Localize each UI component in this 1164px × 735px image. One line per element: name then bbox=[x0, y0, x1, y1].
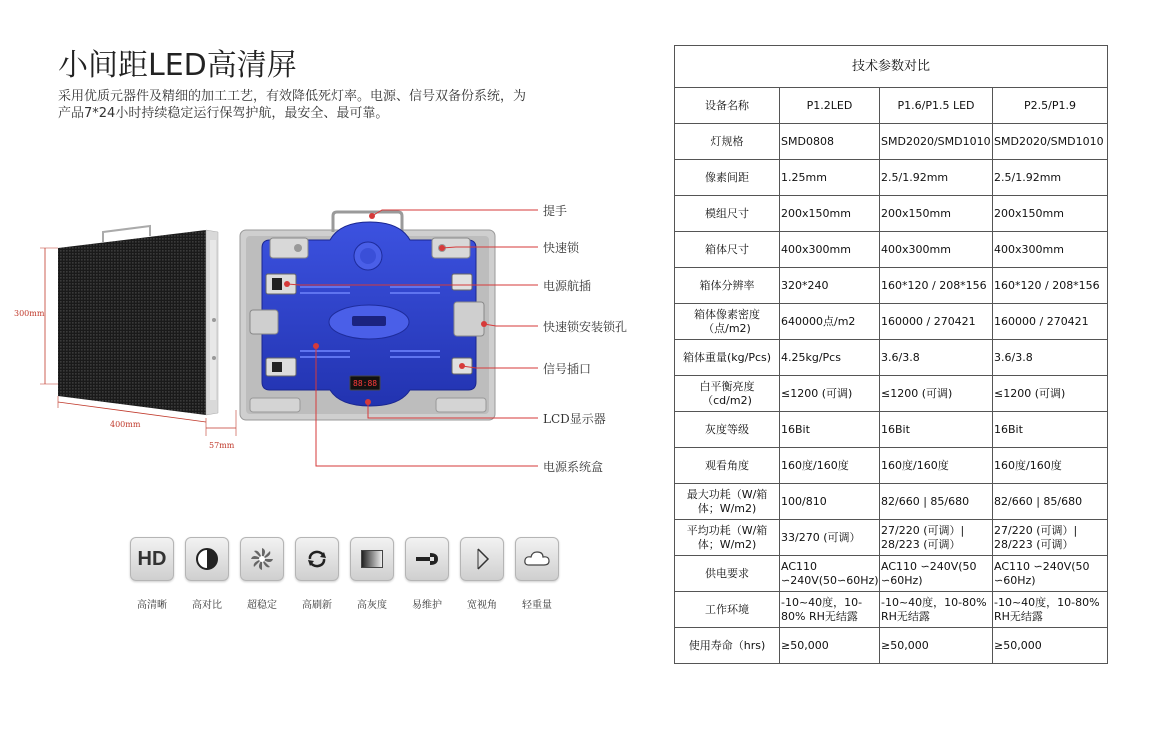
row-label-cell: 像素间距 bbox=[675, 160, 780, 196]
value-cell: ≤1200 (可调) bbox=[993, 376, 1108, 412]
value-cell: 2.5/1.92mm bbox=[880, 160, 993, 196]
table-row bbox=[675, 484, 1108, 520]
row-label-cell: 平均功耗（W/箱体；W/m2) bbox=[675, 520, 780, 556]
value-cell: ≤1200 (可调) bbox=[780, 376, 880, 412]
front-panel bbox=[58, 230, 206, 415]
feature-lightweight: 轻重量 bbox=[513, 537, 561, 611]
feature-stable: 超稳定 bbox=[238, 537, 286, 611]
value-cell: ≥50,000 bbox=[880, 628, 993, 664]
value-cell: 200x150mm bbox=[993, 196, 1108, 232]
callout-power-connector: 电源航插 bbox=[543, 279, 592, 293]
value-cell: 160000 / 270421 bbox=[880, 304, 993, 340]
value-cell: 33/270 (可调） bbox=[780, 520, 880, 556]
contrast-icon bbox=[185, 537, 229, 581]
table-row bbox=[675, 340, 1108, 376]
callout-power-box: 电源系统盒 bbox=[543, 460, 604, 474]
feature-maintenance: 易维护 bbox=[403, 537, 451, 611]
page-title: 小间距LED高清屏 bbox=[58, 48, 297, 83]
value-cell: SMD0808 bbox=[780, 124, 880, 160]
wrench-icon bbox=[405, 537, 449, 581]
header-cell: 设备名称 bbox=[675, 88, 780, 124]
table-row bbox=[675, 124, 1108, 160]
value-cell: 160度/160度 bbox=[880, 448, 993, 484]
value-cell: 4.25kg/Pcs bbox=[780, 340, 880, 376]
value-cell: 16Bit bbox=[780, 412, 880, 448]
callout-handle: 提手 bbox=[543, 204, 568, 218]
table-row bbox=[675, 520, 1108, 556]
lcd-readout: 88:88 bbox=[353, 379, 378, 388]
value-cell: 27/220 (可调）| 28/223 (可调） bbox=[880, 520, 993, 556]
value-cell: 27/220 (可调）| 28/223 (可调） bbox=[993, 520, 1108, 556]
callout-signal-port: 信号插口 bbox=[543, 362, 592, 376]
value-cell: ≥50,000 bbox=[780, 628, 880, 664]
table-row bbox=[675, 376, 1108, 412]
page-description: 采用优质元器件及精细的加工工艺，有效降低死灯率。电源、信号双备份系统，为产品7*24小时持续稳定运行保驾护航，最安全、最可靠。 bbox=[58, 89, 527, 121]
header-cell: P1.2LED bbox=[780, 88, 880, 124]
table-row bbox=[675, 196, 1108, 232]
dim-height: 300mm bbox=[14, 309, 45, 318]
hd-icon: HD bbox=[130, 537, 174, 581]
dim-depth: 57mm bbox=[209, 441, 235, 450]
fan-icon bbox=[240, 537, 284, 581]
value-cell: ≤1200 (可调) bbox=[880, 376, 993, 412]
spec-table bbox=[674, 45, 1108, 664]
value-cell: 16Bit bbox=[880, 412, 993, 448]
table-row bbox=[675, 304, 1108, 340]
table-row bbox=[675, 592, 1108, 628]
feature-hd: HD 高清晰 bbox=[128, 537, 176, 611]
value-cell: 160*120 / 208*156 bbox=[993, 268, 1108, 304]
value-cell: 16Bit bbox=[993, 412, 1108, 448]
feature-viewing-angle: 宽视角 bbox=[458, 537, 506, 611]
value-cell: 82/660 | 85/680 bbox=[993, 484, 1108, 520]
value-cell: 160000 / 270421 bbox=[993, 304, 1108, 340]
value-cell: ≥50,000 bbox=[993, 628, 1108, 664]
value-cell: 1.25mm bbox=[780, 160, 880, 196]
cabinet-drawing bbox=[0, 190, 660, 480]
table-row bbox=[675, 448, 1108, 484]
value-cell: 200x150mm bbox=[880, 196, 993, 232]
table-body bbox=[675, 124, 1108, 664]
value-cell: 400x300mm bbox=[880, 232, 993, 268]
gradient-icon bbox=[350, 537, 394, 581]
row-label-cell: 最大功耗（W/箱体；W/m2) bbox=[675, 484, 780, 520]
feature-contrast: 高对比 bbox=[183, 537, 231, 611]
dim-width: 400mm bbox=[110, 420, 141, 429]
viewing-angle-icon bbox=[460, 537, 504, 581]
value-cell: 160度/160度 bbox=[780, 448, 880, 484]
table-row bbox=[675, 628, 1108, 664]
value-cell: -10~40度，10-80% RH无结露 bbox=[780, 592, 880, 628]
value-cell: SMD2020/SMD1010 bbox=[880, 124, 993, 160]
row-label-cell: 箱体分辨率 bbox=[675, 268, 780, 304]
value-cell: -10~40度，10-80% RH无结露 bbox=[880, 592, 993, 628]
feature-grayscale: 高灰度 bbox=[348, 537, 396, 611]
value-cell: 640000点/m2 bbox=[780, 304, 880, 340]
value-cell: SMD2020/SMD1010 bbox=[993, 124, 1108, 160]
value-cell: AC110 ∽240V(50 ∽60Hz) bbox=[880, 556, 993, 592]
value-cell: 160*120 / 208*156 bbox=[880, 268, 993, 304]
feature-refresh: 高刷新 bbox=[293, 537, 341, 611]
row-label-cell: 观看角度 bbox=[675, 448, 780, 484]
value-cell: 3.6/3.8 bbox=[880, 340, 993, 376]
table-row bbox=[675, 268, 1108, 304]
row-label-cell: 工作环境 bbox=[675, 592, 780, 628]
callout-lock-hole: 快速锁安装锁孔 bbox=[543, 320, 628, 334]
header-cell: P1.6/P1.5 LED bbox=[880, 88, 993, 124]
value-cell: 2.5/1.92mm bbox=[993, 160, 1108, 196]
value-cell: AC110 ∽240V(50∽60Hz) bbox=[780, 556, 880, 592]
table-row bbox=[675, 412, 1108, 448]
row-label-cell: 供电要求 bbox=[675, 556, 780, 592]
row-label-cell: 白平衡亮度（cd/m2) bbox=[675, 376, 780, 412]
row-label-cell: 箱体像素密度（点/m2) bbox=[675, 304, 780, 340]
table-caption: 技术参数对比 bbox=[675, 46, 1108, 88]
callout-lcd: LCD显示器 bbox=[543, 412, 606, 426]
value-cell: AC110 ∽240V(50 ∽60Hz) bbox=[993, 556, 1108, 592]
value-cell: 400x300mm bbox=[993, 232, 1108, 268]
table-row bbox=[675, 232, 1108, 268]
header-cell: P2.5/P1.9 bbox=[993, 88, 1108, 124]
callout-quick-lock: 快速锁 bbox=[543, 241, 580, 255]
table-row bbox=[675, 160, 1108, 196]
row-label-cell: 箱体重量(kg/Pcs) bbox=[675, 340, 780, 376]
value-cell: 100/810 bbox=[780, 484, 880, 520]
table-row bbox=[675, 556, 1108, 592]
refresh-icon bbox=[295, 537, 339, 581]
product-illustration bbox=[0, 190, 660, 480]
value-cell: 320*240 bbox=[780, 268, 880, 304]
feature-icons bbox=[128, 537, 568, 617]
row-label-cell: 使用寿命（hrs) bbox=[675, 628, 780, 664]
value-cell: 82/660 | 85/680 bbox=[880, 484, 993, 520]
row-label-cell: 灯规格 bbox=[675, 124, 780, 160]
value-cell: 400x300mm bbox=[780, 232, 880, 268]
value-cell: 200x150mm bbox=[780, 196, 880, 232]
row-label-cell: 模组尺寸 bbox=[675, 196, 780, 232]
row-label-cell: 箱体尺寸 bbox=[675, 232, 780, 268]
cloud-icon bbox=[515, 537, 559, 581]
table-header-row bbox=[675, 88, 1108, 124]
value-cell: -10~40度，10-80% RH无结露 bbox=[993, 592, 1108, 628]
value-cell: 3.6/3.8 bbox=[993, 340, 1108, 376]
value-cell: 160度/160度 bbox=[993, 448, 1108, 484]
row-label-cell: 灰度等级 bbox=[675, 412, 780, 448]
